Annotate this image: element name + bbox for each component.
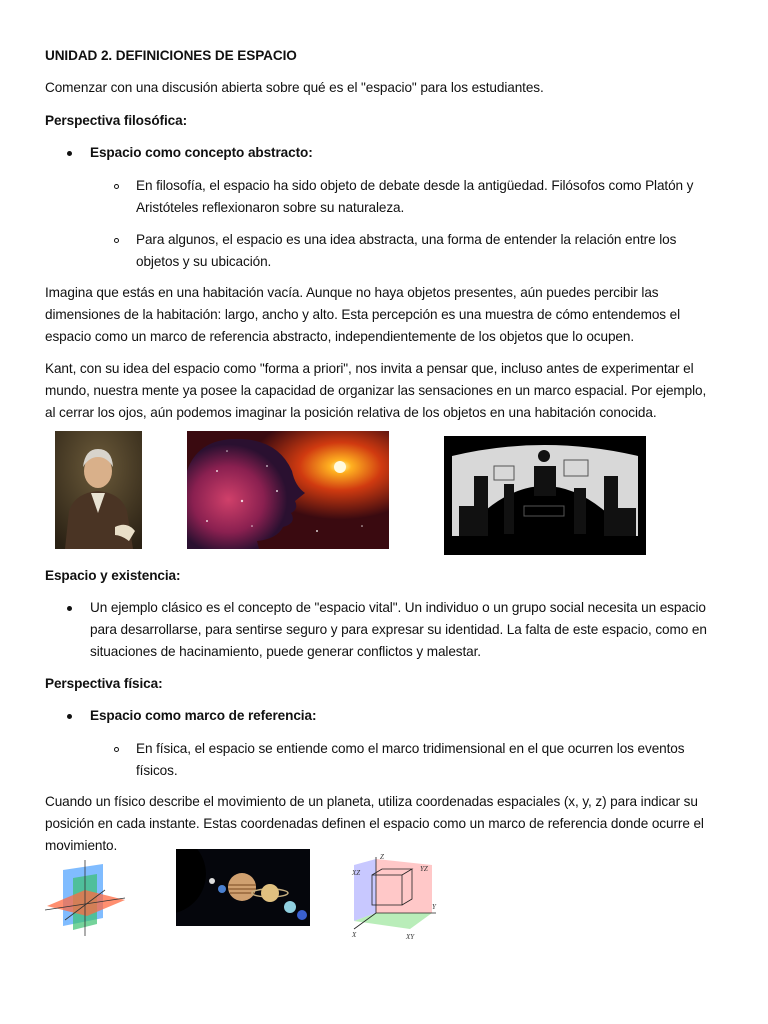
- bullet-dot: [67, 714, 72, 719]
- bullet-dot: [67, 151, 72, 156]
- paragraph-line: Imagina que estás en una habitación vacía. Aunque no haya objetos presentes, aún puedes percibir las: [45, 285, 659, 300]
- bullet-reference-frame: Espacio como marco de referencia:: [90, 708, 317, 723]
- paragraph-line: dimensiones de la habitación: largo, ancho y alto. Esta percepción es una muestra de cómo entendemos el: [45, 307, 681, 322]
- bullet-line: Un ejemplo clásico es el concepto de "espacio vital". Un individuo o un grupo social necesita un espacio: [90, 600, 706, 615]
- cube-label-xy: XY: [406, 933, 415, 941]
- cube-label-xz: XZ: [352, 869, 361, 877]
- solar-system-image: [176, 849, 310, 926]
- paragraph-line: al cerrar los ojos, aún podemos imaginar la posición relativa de los objetos en una habitación conocida.: [45, 405, 657, 420]
- section-heading-existence: Espacio y existencia:: [45, 568, 181, 583]
- paragraph-line: posición en cada instante. Estas coordenadas definen el espacio como un marco de referencia donde ocurre el: [45, 816, 704, 831]
- sub-item-line: Aristóteles reflexionaron sobre su naturaleza.: [136, 200, 405, 215]
- cube-label-yz: YZ: [420, 865, 428, 873]
- room-panorama-image: [444, 436, 646, 555]
- bullet-line: situaciones de hacinamiento, puede generar conflictos y malestar.: [90, 644, 481, 659]
- paragraph-line: espacio como un marco de referencia abstracto, independientemente de los objetos que lo ocupen.: [45, 329, 635, 344]
- sub-bullet-circle: [114, 747, 119, 752]
- bullet-abstract-concept: Espacio como concepto abstracto:: [90, 145, 313, 160]
- sub-item-line: objetos y su ubicación.: [136, 254, 272, 269]
- sub-item-line: En filosofía, el espacio ha sido objeto de debate desde la antigüedad. Filósofos como Platón y: [136, 178, 694, 193]
- paragraph-line: mundo, nuestra mente ya posee la capacidad de organizar las sensaciones en un marco espacial. Por ejemplo,: [45, 383, 707, 398]
- xyz-cube-image: [350, 851, 440, 941]
- cosmic-head-image: [187, 431, 389, 549]
- cube-label-x: X: [352, 931, 357, 939]
- section-heading-physics: Perspectiva física:: [45, 676, 163, 691]
- paragraph-line: Kant, con su idea del espacio como "forma a priori", nos invita a pensar que, incluso antes de experimentar el: [45, 361, 694, 376]
- section-heading-philosophy: Perspectiva filosófica:: [45, 113, 188, 128]
- bullet-line: para desarrollarse, para sentirse seguro y para expresar su identidad. La falta de este espacio, como en: [90, 622, 707, 637]
- sub-item-line: Para algunos, el espacio es una idea abstracta, una forma de entender la relación entre los: [136, 232, 677, 247]
- sub-item-line: físicos.: [136, 763, 178, 778]
- intro-text: Comenzar con una discusión abierta sobre qué es el "espacio" para los estudiantes.: [45, 80, 544, 95]
- bullet-dot: [67, 606, 72, 611]
- sub-bullet-circle: [114, 238, 119, 243]
- paragraph-line: movimiento.: [45, 838, 118, 853]
- document-title: UNIDAD 2. DEFINICIONES DE ESPACIO: [45, 48, 297, 63]
- paragraph-line: Cuando un físico describe el movimiento de un planeta, utiliza coordenadas espaciales (x, y, z) para indicar su: [45, 794, 698, 809]
- cube-label-z: Z: [380, 853, 384, 861]
- coordinate-planes-image: [45, 860, 127, 936]
- sub-bullet-circle: [114, 184, 119, 189]
- kant-portrait-image: [55, 431, 142, 549]
- cube-label-y: Y: [432, 903, 436, 911]
- sub-item-line: En física, el espacio se entiende como el marco tridimensional en el que ocurren los eventos: [136, 741, 685, 756]
